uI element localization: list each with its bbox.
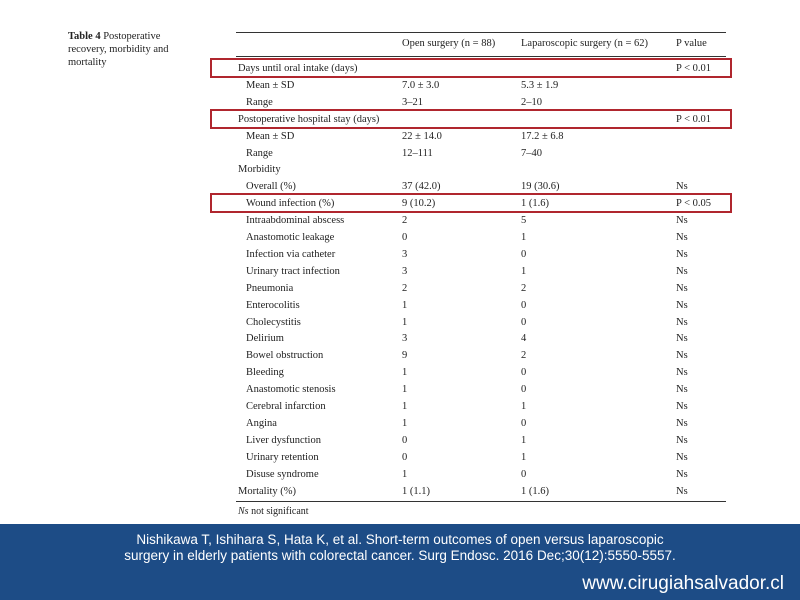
cell-p-value: Ns — [676, 333, 688, 345]
row-label: Cerebral infarction — [246, 401, 326, 412]
row-label: Days until oral intake (days) — [238, 63, 358, 74]
cell-p-value: P < 0.05 — [676, 198, 711, 210]
cell-laparoscopic-surgery: 0 — [521, 248, 527, 260]
row-label: Angina — [246, 417, 277, 429]
citation-text — [0, 532, 800, 564]
cell-p-value: Ns — [676, 232, 688, 243]
cell-p-value: Ns — [676, 282, 688, 294]
cell-laparoscopic-surgery: 7–40 — [521, 147, 542, 159]
cell-laparoscopic-surgery: 17.2 ± 6.8 — [521, 130, 564, 142]
cell-open-surgery: 0 — [402, 451, 408, 463]
cell-open-surgery: 1 — [402, 367, 408, 379]
row-label: Morbidity — [238, 164, 281, 176]
cell-open-surgery: 1 — [402, 417, 408, 429]
row-label: Delirium — [246, 333, 284, 345]
cell-laparoscopic-surgery: 0 — [521, 299, 527, 311]
cell-p-value: Ns — [676, 299, 688, 311]
row-label: Wound infection (%) — [246, 198, 335, 210]
cell-open-surgery: 9 — [402, 350, 408, 362]
footnote-text: not significant — [248, 506, 309, 517]
cell-laparoscopic-surgery: 1 — [521, 434, 527, 446]
cell-open-surgery: 37 (42.0) — [402, 181, 441, 193]
highlight-box — [210, 109, 732, 129]
cell-open-surgery: 3–21 — [402, 96, 423, 108]
cell-p-value: Ns — [676, 350, 688, 362]
cell-p-value: Ns — [676, 451, 688, 463]
row-label: Infection via catheter — [246, 248, 336, 260]
row-label: Anastomotic stenosis — [246, 384, 336, 396]
table-row — [236, 246, 726, 263]
header-p-value: P value — [676, 38, 707, 49]
row-label: Pneumonia — [246, 282, 294, 294]
cell-p-value: Ns — [676, 384, 688, 396]
footnote-abbr: Ns — [238, 506, 249, 517]
citation-line-1: Nishikawa T, Ishihara S, Hata K, et al. Short-term outcomes of open versus laparoscopic — [136, 532, 664, 547]
row-label: Range — [246, 147, 273, 159]
table-row — [236, 314, 726, 331]
table-caption-text: Postoperative recovery, morbidity and mortality — [68, 31, 169, 68]
table-row — [236, 415, 726, 432]
cell-open-surgery: 22 ± 14.0 — [402, 130, 442, 142]
cell-laparoscopic-surgery: 0 — [521, 384, 527, 396]
row-label: Mean ± SD — [246, 79, 295, 91]
cell-open-surgery: 1 — [402, 401, 408, 412]
table-row — [236, 263, 726, 280]
row-label: Mean ± SD — [246, 130, 295, 142]
cell-p-value: Ns — [676, 215, 688, 227]
cell-p-value: P < 0.01 — [676, 63, 711, 74]
cell-laparoscopic-surgery: 2 — [521, 350, 527, 362]
row-label: Urinary retention — [246, 451, 319, 463]
cell-open-surgery: 9 (10.2) — [402, 198, 436, 210]
row-label: Urinary tract infection — [246, 265, 340, 277]
cell-laparoscopic-surgery: 1 (1.6) — [521, 485, 549, 497]
highlight-box — [210, 193, 732, 213]
cell-open-surgery: 1 — [402, 384, 408, 396]
row-label: Bowel obstruction — [246, 350, 324, 362]
table-footnote — [238, 506, 309, 517]
table-row — [236, 466, 726, 483]
cell-laparoscopic-surgery: 0 — [521, 417, 527, 429]
table-row — [236, 449, 726, 466]
table-row — [236, 381, 726, 398]
row-label: Intraabdominal abscess — [246, 215, 345, 227]
row-label: Anastomotic leakage — [246, 232, 335, 243]
table-row — [236, 364, 726, 381]
cell-p-value: Ns — [676, 181, 688, 193]
table-row — [236, 145, 726, 162]
table-row — [236, 280, 726, 297]
header-laparoscopic-surgery: Laparoscopic surgery (n = 62) — [521, 38, 649, 49]
cell-open-surgery: 2 — [402, 215, 408, 227]
cell-laparoscopic-surgery: 1 (1.6) — [521, 198, 549, 210]
table-row — [236, 77, 726, 94]
citation-banner — [0, 524, 800, 600]
row-label: Enterocolitis — [246, 299, 300, 311]
cell-laparoscopic-surgery: 4 — [521, 333, 527, 345]
row-label: Range — [246, 96, 273, 108]
cell-p-value: Ns — [676, 265, 688, 277]
cell-laparoscopic-surgery: 1 — [521, 232, 527, 243]
cell-laparoscopic-surgery: 19 (30.6) — [521, 181, 560, 193]
row-label: Cholecystitis — [246, 316, 301, 328]
cell-laparoscopic-surgery: 0 — [521, 367, 527, 379]
table-row — [236, 161, 726, 178]
citation-line-2: surgery in elderly patients with colorectal cancer. Surg Endosc. 2016 Dec;30(12):5550-5557. — [124, 548, 676, 563]
cell-open-surgery: 12–111 — [402, 147, 433, 159]
cell-p-value: Ns — [676, 367, 688, 379]
highlight-box — [210, 58, 732, 78]
table-caption — [68, 30, 198, 69]
cell-laparoscopic-surgery: 1 — [521, 451, 527, 463]
table-header-rule — [236, 56, 726, 57]
cell-p-value: Ns — [676, 468, 688, 480]
cell-p-value: P < 0.01 — [676, 113, 711, 125]
row-label: Liver dysfunction — [246, 434, 321, 446]
cell-p-value: Ns — [676, 401, 688, 412]
cell-open-surgery: 0 — [402, 232, 408, 243]
cell-open-surgery: 1 — [402, 316, 408, 328]
row-label: Postoperative hospital stay (days) — [238, 113, 380, 125]
table-row — [236, 432, 726, 449]
cell-laparoscopic-surgery: 0 — [521, 468, 527, 480]
table-row — [236, 398, 726, 415]
cell-laparoscopic-surgery: 2–10 — [521, 96, 542, 108]
cell-laparoscopic-surgery: 5 — [521, 215, 527, 227]
cell-open-surgery: 2 — [402, 282, 408, 294]
row-label: Overall (%) — [246, 181, 296, 193]
cell-laparoscopic-surgery: 2 — [521, 282, 527, 294]
cell-p-value: Ns — [676, 434, 688, 446]
table-row — [236, 229, 726, 246]
cell-open-surgery: 7.0 ± 3.0 — [402, 79, 440, 91]
table-bottom-rule — [236, 501, 726, 502]
cell-open-surgery: 1 (1.1) — [402, 485, 430, 497]
table-caption-label: Table 4 — [68, 31, 101, 42]
cell-laparoscopic-surgery: 5.3 ± 1.9 — [521, 79, 559, 91]
row-label: Disuse syndrome — [246, 468, 319, 480]
cell-open-surgery: 3 — [402, 265, 408, 277]
cell-laparoscopic-surgery: 1 — [521, 265, 527, 277]
table-row — [236, 297, 726, 314]
table-top-rule — [236, 32, 726, 33]
cell-open-surgery: 1 — [402, 299, 408, 311]
table-header-row — [236, 35, 726, 52]
cell-open-surgery: 0 — [402, 434, 408, 446]
header-open-surgery: Open surgery (n = 88) — [402, 38, 496, 49]
cell-p-value: Ns — [676, 485, 688, 497]
table-row — [236, 128, 726, 145]
cell-p-value: Ns — [676, 248, 688, 260]
row-label: Bleeding — [246, 367, 284, 379]
cell-open-surgery: 3 — [402, 333, 408, 345]
table-row — [236, 330, 726, 347]
row-label: Mortality (%) — [238, 485, 297, 497]
table-row — [236, 212, 726, 229]
cell-open-surgery: 1 — [402, 468, 408, 480]
cell-laparoscopic-surgery: 0 — [521, 316, 527, 328]
cell-open-surgery: 3 — [402, 248, 408, 260]
website-link[interactable]: www.cirugiahsalvador.cl — [582, 573, 784, 594]
cell-p-value: Ns — [676, 417, 688, 429]
cell-p-value: Ns — [676, 316, 688, 328]
table-row — [236, 347, 726, 364]
cell-laparoscopic-surgery: 1 — [521, 401, 527, 412]
table-row — [236, 483, 726, 500]
